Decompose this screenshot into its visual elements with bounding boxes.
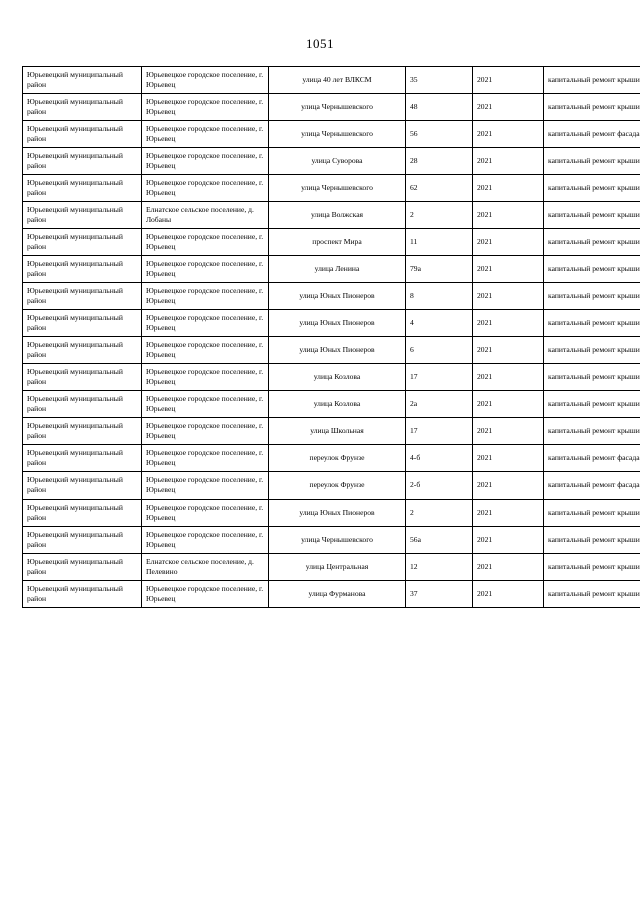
cell-house: 35 (406, 67, 473, 94)
cell-house: 28 (406, 148, 473, 175)
cell-district: Юрьевецкий муниципальный район (23, 229, 142, 256)
cell-house: 6 (406, 337, 473, 364)
cell-work: капитальный ремонт крыши (544, 553, 640, 580)
cell-house: 79а (406, 256, 473, 283)
cell-house: 2а (406, 391, 473, 418)
cell-house: 8 (406, 283, 473, 310)
cell-work: капитальный ремонт крыши (544, 526, 640, 553)
cell-district: Юрьевецкий муниципальный район (23, 364, 142, 391)
table-row (23, 526, 640, 553)
table-row (23, 94, 640, 121)
page-number: 1051 (306, 36, 334, 51)
cell-settlement: Юрьевецкое городское поселение, г. Юрьевец (142, 364, 269, 391)
cell-street: улица Юных Пионеров (269, 310, 406, 337)
cell-house: 2-б (406, 472, 473, 499)
cell-year: 2021 (473, 337, 544, 364)
cell-year: 2021 (473, 499, 544, 526)
table-row (23, 337, 640, 364)
cell-street: переулок Фрунзе (269, 445, 406, 472)
cell-work: капитальный ремонт крыши (544, 229, 640, 256)
cell-work: капитальный ремонт фасада (544, 472, 640, 499)
cell-street: улица Юных Пионеров (269, 283, 406, 310)
cell-work: капитальный ремонт фасада (544, 121, 640, 148)
cell-district: Юрьевецкий муниципальный район (23, 391, 142, 418)
cell-work: капитальный ремонт крыши (544, 202, 640, 229)
table-row (23, 202, 640, 229)
table-row (23, 310, 640, 337)
cell-house: 4 (406, 310, 473, 337)
cell-work: капитальный ремонт фасада (544, 445, 640, 472)
table-row (23, 445, 640, 472)
cell-house: 56а (406, 526, 473, 553)
cell-year: 2021 (473, 553, 544, 580)
cell-street: улица Школьная (269, 418, 406, 445)
table-row (23, 472, 640, 499)
cell-house: 56 (406, 121, 473, 148)
table-row (23, 580, 640, 607)
cell-district: Юрьевецкий муниципальный район (23, 472, 142, 499)
table-row (23, 229, 640, 256)
capital-repair-table (22, 66, 640, 608)
cell-work: капитальный ремонт крыши (544, 391, 640, 418)
cell-house: 48 (406, 94, 473, 121)
cell-year: 2021 (473, 310, 544, 337)
cell-street: улица Ленина (269, 256, 406, 283)
cell-year: 2021 (473, 202, 544, 229)
cell-settlement: Юрьевецкое городское поселение, г. Юрьевец (142, 499, 269, 526)
cell-year: 2021 (473, 364, 544, 391)
cell-work: капитальный ремонт крыши (544, 418, 640, 445)
cell-street: улица Чернышевского (269, 175, 406, 202)
cell-settlement: Юрьевецкое городское поселение, г. Юрьевец (142, 175, 269, 202)
cell-year: 2021 (473, 526, 544, 553)
cell-work: капитальный ремонт крыши (544, 94, 640, 121)
cell-district: Юрьевецкий муниципальный район (23, 67, 142, 94)
cell-settlement: Юрьевецкое городское поселение, г. Юрьевец (142, 445, 269, 472)
cell-house: 12 (406, 553, 473, 580)
cell-district: Юрьевецкий муниципальный район (23, 148, 142, 175)
cell-district: Юрьевецкий муниципальный район (23, 526, 142, 553)
table-row (23, 418, 640, 445)
cell-street: улица Юных Пионеров (269, 337, 406, 364)
cell-settlement: Юрьевецкое городское поселение, г. Юрьевец (142, 391, 269, 418)
cell-settlement: Юрьевецкое городское поселение, г. Юрьевец (142, 229, 269, 256)
cell-work: капитальный ремонт крыши (544, 499, 640, 526)
cell-year: 2021 (473, 391, 544, 418)
cell-year: 2021 (473, 283, 544, 310)
cell-work: капитальный ремонт крыши (544, 580, 640, 607)
table-row (23, 256, 640, 283)
cell-year: 2021 (473, 175, 544, 202)
cell-year: 2021 (473, 580, 544, 607)
cell-district: Юрьевецкий муниципальный район (23, 256, 142, 283)
cell-work: капитальный ремонт крыши (544, 148, 640, 175)
cell-settlement: Юрьевецкое городское поселение, г. Юрьевец (142, 418, 269, 445)
cell-district: Юрьевецкий муниципальный район (23, 499, 142, 526)
cell-district: Юрьевецкий муниципальный район (23, 121, 142, 148)
cell-year: 2021 (473, 148, 544, 175)
cell-settlement: Елнатское сельское поселение, д. Лобаны (142, 202, 269, 229)
cell-house: 17 (406, 418, 473, 445)
cell-settlement: Юрьевецкое городское поселение, г. Юрьевец (142, 283, 269, 310)
cell-work: капитальный ремонт крыши (544, 364, 640, 391)
cell-year: 2021 (473, 229, 544, 256)
cell-street: улица Фурманова (269, 580, 406, 607)
cell-house: 11 (406, 229, 473, 256)
cell-year: 2021 (473, 472, 544, 499)
cell-district: Юрьевецкий муниципальный район (23, 94, 142, 121)
cell-settlement: Юрьевецкое городское поселение, г. Юрьевец (142, 310, 269, 337)
table-row (23, 283, 640, 310)
cell-district: Юрьевецкий муниципальный район (23, 175, 142, 202)
table-row (23, 67, 640, 94)
cell-work: капитальный ремонт крыши (544, 175, 640, 202)
cell-district: Юрьевецкий муниципальный район (23, 337, 142, 364)
cell-street: улица Юных Пионеров (269, 499, 406, 526)
cell-house: 17 (406, 364, 473, 391)
table-row (23, 364, 640, 391)
cell-house: 4-б (406, 445, 473, 472)
cell-district: Юрьевецкий муниципальный район (23, 283, 142, 310)
cell-street: улица Чернышевского (269, 94, 406, 121)
cell-street: улица 40 лет ВЛКСМ (269, 67, 406, 94)
cell-settlement: Юрьевецкое городское поселение, г. Юрьевец (142, 526, 269, 553)
cell-house: 62 (406, 175, 473, 202)
cell-settlement: Юрьевецкое городское поселение, г. Юрьевец (142, 256, 269, 283)
cell-street: улица Козлова (269, 364, 406, 391)
cell-district: Юрьевецкий муниципальный район (23, 445, 142, 472)
cell-street: переулок Фрунзе (269, 472, 406, 499)
cell-district: Юрьевецкий муниципальный район (23, 202, 142, 229)
table-row (23, 148, 640, 175)
cell-work: капитальный ремонт крыши (544, 256, 640, 283)
cell-street: улица Волжская (269, 202, 406, 229)
cell-settlement: Юрьевецкое городское поселение, г. Юрьевец (142, 94, 269, 121)
cell-house: 2 (406, 202, 473, 229)
cell-settlement: Юрьевецкое городское поселение, г. Юрьевец (142, 337, 269, 364)
cell-year: 2021 (473, 418, 544, 445)
cell-district: Юрьевецкий муниципальный район (23, 418, 142, 445)
cell-district: Юрьевецкий муниципальный район (23, 553, 142, 580)
cell-house: 2 (406, 499, 473, 526)
cell-settlement: Юрьевецкое городское поселение, г. Юрьевец (142, 67, 269, 94)
cell-district: Юрьевецкий муниципальный район (23, 580, 142, 607)
cell-street: улица Суворова (269, 148, 406, 175)
cell-settlement: Юрьевецкое городское поселение, г. Юрьевец (142, 580, 269, 607)
table-body (23, 67, 640, 608)
cell-house: 37 (406, 580, 473, 607)
cell-street: проспект Мира (269, 229, 406, 256)
cell-work: капитальный ремонт крыши (544, 67, 640, 94)
cell-settlement: Юрьевецкое городское поселение, г. Юрьевец (142, 472, 269, 499)
table-row (23, 499, 640, 526)
cell-settlement: Елнатское сельское поселение, д. Пелевино (142, 553, 269, 580)
cell-street: улица Чернышевского (269, 121, 406, 148)
table-row (23, 121, 640, 148)
cell-year: 2021 (473, 94, 544, 121)
cell-street: улица Центральная (269, 553, 406, 580)
cell-street: улица Чернышевского (269, 526, 406, 553)
table-row (23, 175, 640, 202)
table-row (23, 553, 640, 580)
cell-year: 2021 (473, 67, 544, 94)
cell-year: 2021 (473, 121, 544, 148)
cell-settlement: Юрьевецкое городское поселение, г. Юрьевец (142, 148, 269, 175)
cell-year: 2021 (473, 445, 544, 472)
cell-district: Юрьевецкий муниципальный район (23, 310, 142, 337)
table-row (23, 391, 640, 418)
cell-settlement: Юрьевецкое городское поселение, г. Юрьевец (142, 121, 269, 148)
cell-work: капитальный ремонт крыши (544, 310, 640, 337)
cell-work: капитальный ремонт крыши (544, 283, 640, 310)
cell-year: 2021 (473, 256, 544, 283)
cell-work: капитальный ремонт крыши (544, 337, 640, 364)
table-container (0, 66, 640, 608)
cell-street: улица Козлова (269, 391, 406, 418)
